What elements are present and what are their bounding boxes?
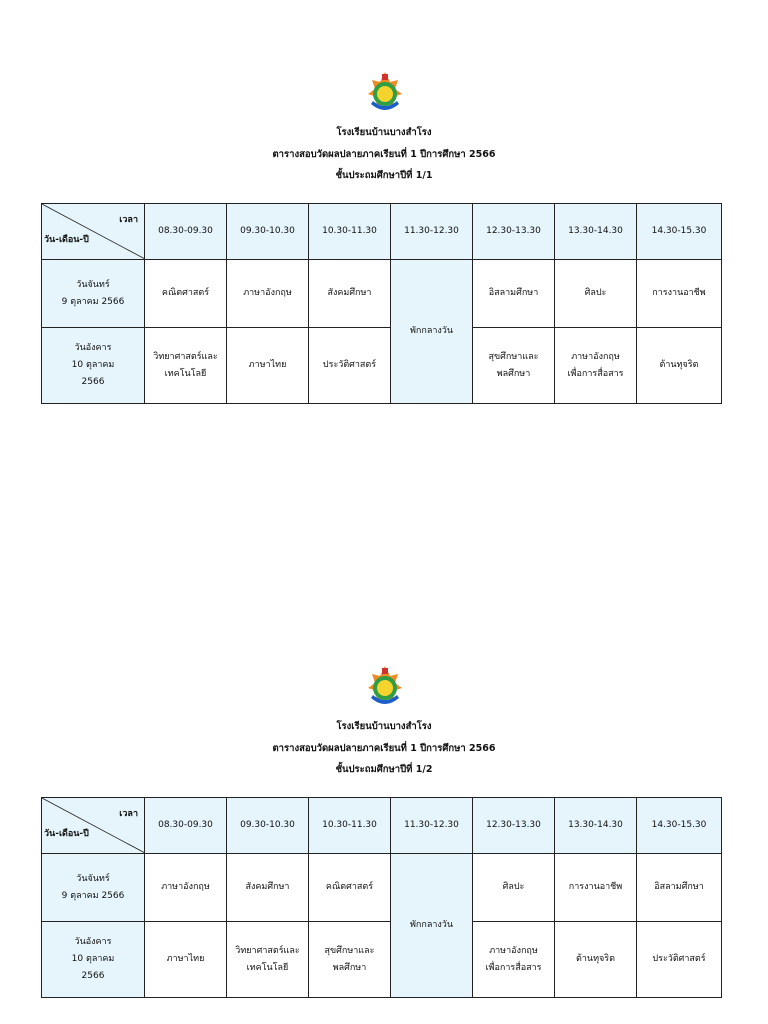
school-name: โรงเรียนบ้านบางสำโรง (336, 127, 432, 138)
lunch-break-cell: พักกลางวัน (391, 260, 473, 404)
subject-cell: สังคมศึกษา (309, 260, 391, 328)
subject-cell (555, 328, 637, 404)
time-slot: 11.30-12.30 (391, 204, 473, 260)
day-name: วันจันทร์ (76, 873, 110, 884)
subject-cell (473, 922, 555, 998)
subject-cell: ศิลปะ (473, 854, 555, 922)
subject-cell: ภาษาอังกฤษ (227, 260, 309, 328)
time-slot: 12.30-13.30 (473, 204, 555, 260)
day-cell (42, 854, 145, 922)
corner-cell (42, 798, 145, 854)
day-date: 10 ตุลาคม (71, 360, 115, 370)
time-slot: 10.30-11.30 (309, 204, 391, 260)
subject-line: สุขศึกษาและ (488, 351, 539, 362)
time-slot: 14.30-15.30 (637, 798, 722, 854)
time-slot: 11.30-12.30 (391, 798, 473, 854)
day-cell (42, 328, 145, 404)
subject-line: วิทยาศาสตร์และ (235, 945, 300, 956)
day-year: 2566 (81, 377, 105, 387)
day-name: วันจันทร์ (76, 279, 110, 290)
subject-cell: การงานอาชีพ (555, 854, 637, 922)
subject-cell: คณิตศาสตร์ (309, 854, 391, 922)
school-emblem-icon (362, 70, 408, 116)
day-name: วันอังคาร (74, 343, 112, 353)
subject-line: ภาษาอังกฤษ (571, 351, 620, 362)
subject-line: เทคโนโลยี (246, 962, 289, 973)
subject-cell: อิสลามศึกษา (637, 854, 722, 922)
time-slot: 13.30-14.30 (555, 204, 637, 260)
exam-schedule-table (41, 797, 722, 998)
day-name: วันอังคาร (74, 937, 112, 947)
table-row (42, 854, 722, 922)
subject-line: สุขศึกษาและ (324, 945, 375, 956)
day-cell (42, 260, 145, 328)
subject-line: พลศึกษา (332, 962, 367, 973)
subject-line: พลศึกษา (496, 368, 531, 379)
time-slot: 09.30-10.30 (227, 204, 309, 260)
subject-line: เทคโนโลยี (164, 368, 207, 379)
day-date: 10 ตุลาคม (71, 954, 115, 964)
subject-cell: ภาษาไทย (145, 922, 227, 998)
time-slot: 14.30-15.30 (637, 204, 722, 260)
subject-cell: ภาษาไทย (227, 328, 309, 404)
day-year: 2566 (81, 971, 105, 981)
date-header: วัน-เดือน-ปี (44, 235, 89, 245)
subject-cell: ต้านทุจริต (555, 922, 637, 998)
grade-label: ชั้นประถมศึกษาปีที่ 1/1 (335, 170, 433, 181)
school-name: โรงเรียนบ้านบางสำโรง (336, 721, 432, 732)
day-date: 9 ตุลาคม 2566 (61, 296, 125, 307)
corner-cell (42, 204, 145, 260)
header-row (42, 204, 722, 260)
subject-cell (227, 922, 309, 998)
table-row (42, 260, 722, 328)
subject-cell: ต้านทุจริต (637, 328, 722, 404)
table-row (42, 328, 722, 404)
schedule-title: ตารางสอบวัดผลปลายภาคเรียนที่ 1 ปีการศึกษา 2566 (272, 149, 496, 160)
subject-line: ภาษาอังกฤษ (489, 945, 538, 956)
day-cell (42, 922, 145, 998)
subject-cell: สังคมศึกษา (227, 854, 309, 922)
time-header: เวลา (119, 215, 138, 225)
time-slot: 08.30-09.30 (145, 204, 227, 260)
subject-line: เพื่อการสื่อสาร (567, 368, 624, 379)
school-emblem-icon (362, 664, 408, 710)
day-date: 9 ตุลาคม 2566 (61, 890, 125, 901)
time-slot: 08.30-09.30 (145, 798, 227, 854)
time-header: เวลา (119, 809, 138, 819)
header-row (42, 798, 722, 854)
schedule-title: ตารางสอบวัดผลปลายภาคเรียนที่ 1 ปีการศึกษา 2566 (272, 743, 496, 754)
subject-cell: คณิตศาสตร์ (145, 260, 227, 328)
lunch-break-cell: พักกลางวัน (391, 854, 473, 998)
date-header: วัน-เดือน-ปี (44, 829, 89, 839)
subject-cell (473, 328, 555, 404)
time-slot: 12.30-13.30 (473, 798, 555, 854)
subject-cell: ประวัติศาสตร์ (637, 922, 722, 998)
subject-cell (309, 922, 391, 998)
subject-line: เพื่อการสื่อสาร (485, 962, 542, 973)
subject-cell: การงานอาชีพ (637, 260, 722, 328)
time-slot: 13.30-14.30 (555, 798, 637, 854)
table-row (42, 922, 722, 998)
exam-schedule-table (41, 203, 722, 404)
subject-cell: ภาษาอังกฤษ (145, 854, 227, 922)
time-slot: 10.30-11.30 (309, 798, 391, 854)
subject-line: วิทยาศาสตร์และ (153, 351, 218, 362)
time-slot: 09.30-10.30 (227, 798, 309, 854)
subject-cell: ประวัติศาสตร์ (309, 328, 391, 404)
subject-cell (145, 328, 227, 404)
grade-label: ชั้นประถมศึกษาปีที่ 1/2 (335, 764, 433, 775)
subject-cell: อิสลามศึกษา (473, 260, 555, 328)
subject-cell: ศิลปะ (555, 260, 637, 328)
